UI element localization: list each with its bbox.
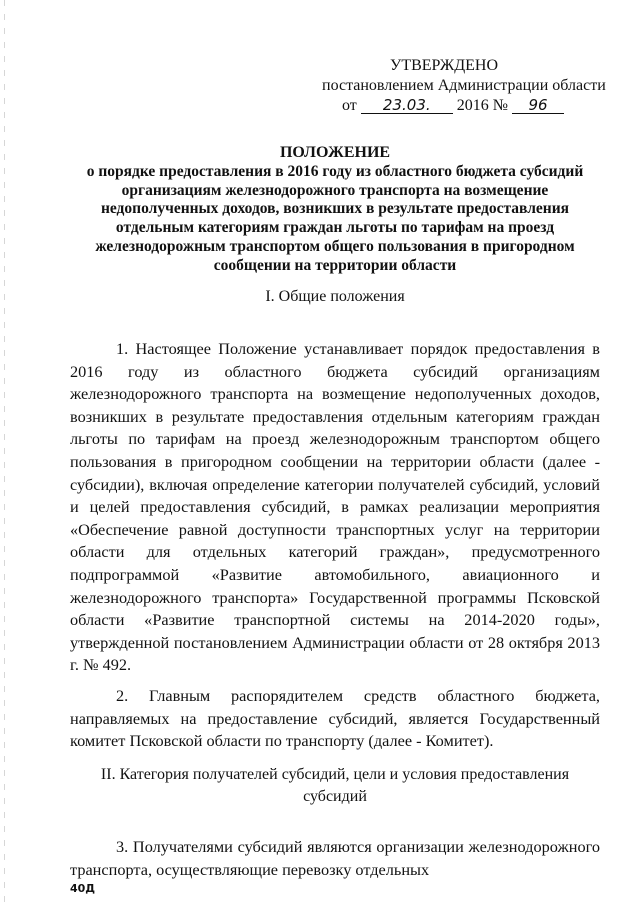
approval-year-label: 2016 № — [456, 97, 509, 114]
paragraph-3: 3. Получателями субсидий являются организации железнодорожного транспорта, осуществляющие перевозку отдельных — [70, 837, 600, 879]
approval-authority: постановлением Администрации области — [322, 77, 606, 94]
section-2-heading: II. Категория получателей субсидий, цели и условия предоставления субсидий — [100, 766, 570, 805]
approval-number-handwritten: 96 — [512, 97, 564, 114]
approval-from-label: от — [342, 97, 357, 114]
approval-date-line — [342, 96, 564, 116]
paragraph-1: 1. Настоящее Положение устанавливает порядок предоставления в 2016 году из областного бюджета субсидий организациям железнодорожного транспорта на возмещение недополученных доходов, возникших в результате предоставления отдельным категориям граждан льготы по тарифам на проезд железнодорожным транспортом общего пользования в пригородном сообщении на территории области (далее - субсидии), включая определение категории получателей субсидий, условий и целей предоставления субсидий, в рамках реализации мероприятия «Обеспечение равной доступности транспортных услуг на территории области для отдельных категорий граждан», предусмотренного подпрограммой «Развитие автомобильного, авиационного и железнодорожного транспорта» Государственной программы Псковской области «Развитие транспортной системы на 2014-2020 годы», утвержденной постановлением Администрации области от 28 октября 2013 г. № 492. — [70, 339, 600, 675]
document-title — [70, 144, 600, 276]
title-heading: ПОЛОЖЕНИЕ — [279, 144, 391, 161]
title-subtitle: о порядке предоставления в 2016 году из областного бюджета субсидий организациям железнодорожного транспорта на возмещение недополученных доходов, возникших в результате предоставления отдельным категориям граждан льготы по тарифам на проезд железнодорожным транспортом общего пользования в пригородном сообщении на территории области — [86, 162, 584, 274]
paragraph-2: 2. Главным распорядителем средств областного бюджета, направляемых на предоставление субсидий, является Государственный комитет Псковской области по транспорту (далее - Комитет). — [70, 686, 600, 751]
section-1-heading: I. Общие положения — [265, 288, 405, 305]
approval-date-handwritten: 23.03. — [361, 97, 453, 114]
page-footer-code: 40Д — [70, 882, 96, 895]
approval-heading: УТВЕРЖДЕНО — [390, 57, 499, 74]
scan-edge — [4, 0, 5, 905]
